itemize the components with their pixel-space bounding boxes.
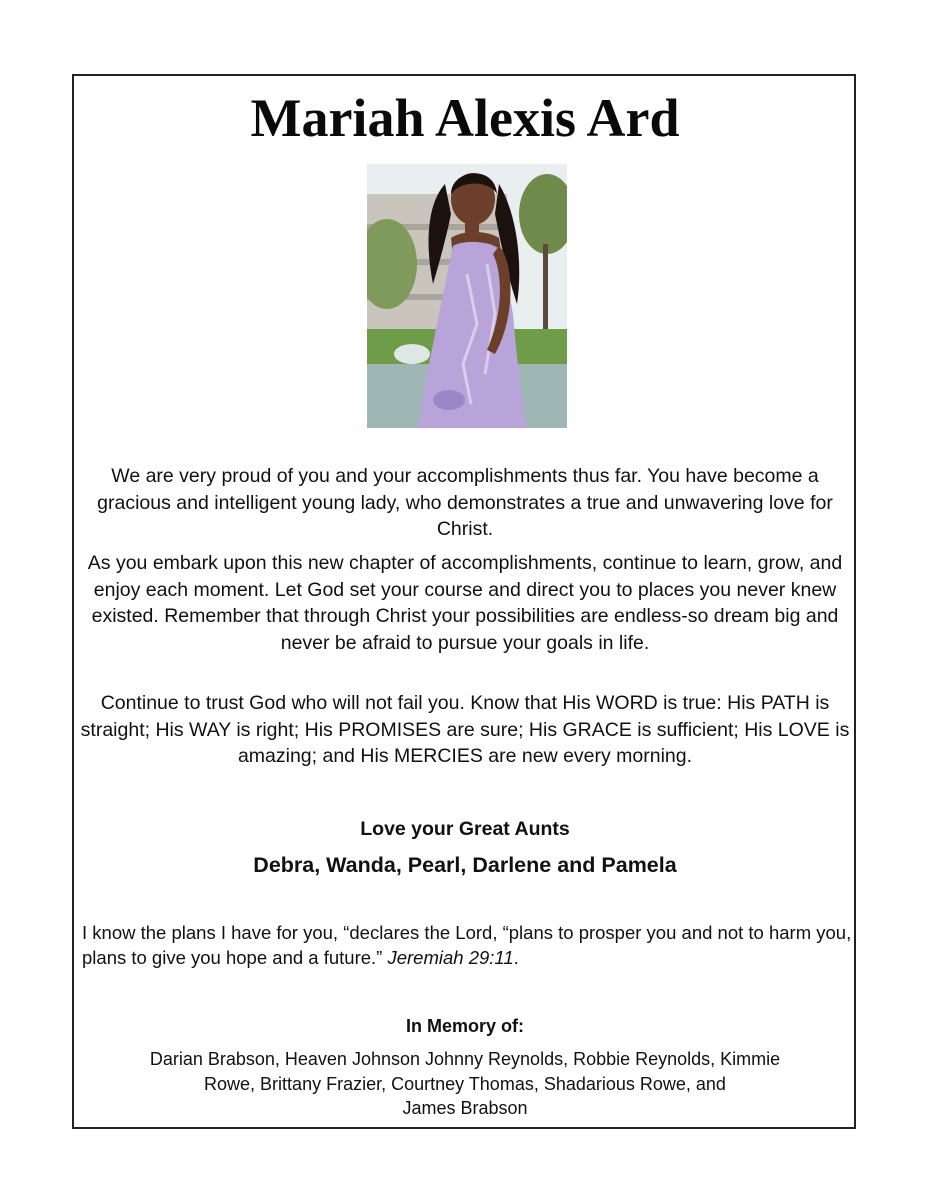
paragraph-trust-god: Continue to trust God who will not fail you. Know that His WORD is true: His PATH is straight; His WAY is right; His PROMISES are sure; His GRACE is sufficient; His LOVE is amazing; and His MERCIES are new every morning. <box>80 692 850 767</box>
verse-text: I know the plans I have for you, “declares the Lord, “plans to prosper you and not to harm you, plans to give you hope and a future.” <box>82 922 852 968</box>
signoff-line-1: Love your Great Aunts <box>360 818 570 840</box>
verse-reference: Jeremiah 29:11 <box>387 946 514 968</box>
in-memory-title: In Memory of: <box>405 1016 524 1036</box>
memory-line-2: Rowe, Brittany Frazier, Courtney Thomas, Shadarious Rowe, and <box>204 1073 726 1094</box>
paragraph-proud: We are very proud of you and your accomplishments thus far. You have become a gracious and intelligent young lady, who demonstrates a true and unwavering love for Christ. <box>97 465 833 540</box>
memory-line-3: James Brabson <box>402 1098 528 1118</box>
verse-trailing: . <box>513 946 519 968</box>
memory-line-1: Darian Brabson, Heaven Johnson Johnny Reynolds, Robbie Reynolds, Kimmie <box>149 1049 781 1069</box>
portrait-photo-icon <box>367 164 567 428</box>
signoff-line-2: Debra, Wanda, Pearl, Darlene and Pamela <box>253 853 677 877</box>
portrait-photo <box>367 164 567 428</box>
paragraph-new-chapter: As you embark upon this new chapter of accomplishments, continue to learn, grow, and enjoy each moment. Let God set your course and direct you to places you never knew existed. Remember that through Christ your possibilities are endless-so dream big and never be afraid to pursue your goals in life. <box>87 552 843 654</box>
scripture-verse <box>82 921 852 970</box>
page-title: Mariah Alexis Ard <box>250 88 680 148</box>
in-memory-names <box>80 1047 850 1121</box>
